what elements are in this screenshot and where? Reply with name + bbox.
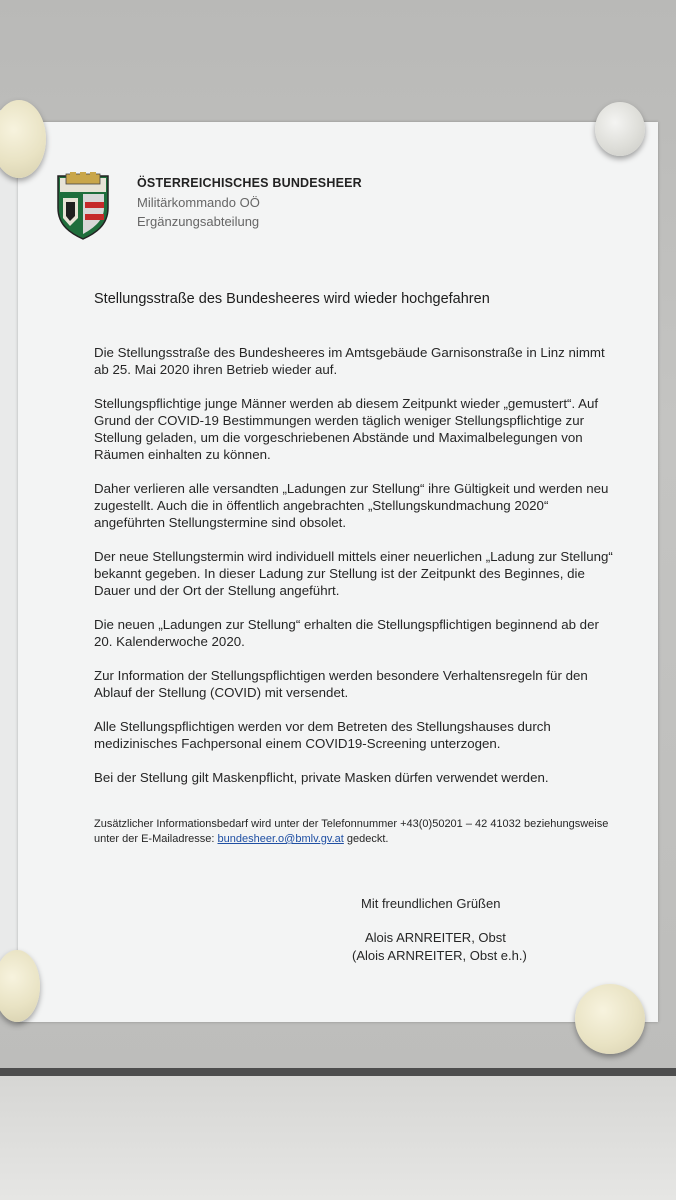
- magnet-bottom-right: [575, 984, 645, 1054]
- org-command: Militärkommando OÖ: [137, 195, 260, 210]
- board-frame-edge: [0, 1068, 676, 1076]
- paragraph: Die Stellungsstraße des Bundesheeres im Amtsgebäude Garnisonstraße in Linz nimmt ab 25. Mai 2020 ihren Betrieb wieder auf.: [94, 345, 605, 377]
- coat-of-arms-icon: [56, 172, 110, 240]
- email-link[interactable]: bundesheer.o@bmlv.gv.at: [217, 833, 344, 845]
- paragraph: Der neue Stellungstermin wird individuell mittels einer neuerlichen „Ladung zur Stellung“ bekannt gegeben. In dieser Ladung zur Stellung ist der Zeitpunkt des Beginnes, die Dauer und der Ort der Stellung angeführt.: [94, 549, 613, 598]
- paragraph: Daher verlieren alle versandten „Ladungen zur Stellung“ ihre Gültigkeit und werden neu zugestellt. Auch die in öffentlich angebrachten „Stellungskundmachung 2020“ angeführten Stellungstermine sind obsolet.: [94, 481, 609, 530]
- magnet-top-right: [595, 102, 645, 156]
- notice-body: [94, 344, 614, 803]
- paragraph: Alle Stellungspflichtigen werden vor dem Betreten des Stellungshauses durch medizinisches Fachpersonal einem COVID19-Screening unterzogen.: [94, 719, 551, 751]
- paragraph: Stellungspflichtige junge Männer werden ab diesem Zeitpunkt wieder „gemustert“. Auf Grund der COVID-19 Bestimmungen werden täglich weniger Stellungspflichtige zur Stellung geladen, um die vorgeschriebenen Abstände und Maximalbelegungen von Räumen einhalten zu können.: [94, 396, 599, 462]
- paragraph: Die neuen „Ladungen zur Stellung“ erhalten die Stellungspflichtigen beginnend ab der 20. Kalenderwoche 2020.: [94, 617, 599, 649]
- notice-title: Stellungsstraße des Bundesheeres wird wieder hochgefahren: [94, 291, 490, 307]
- contact-info: [94, 817, 624, 847]
- signature-eh: (Alois ARNREITER, Obst e.h.): [352, 948, 527, 963]
- paragraph: Bei der Stellung gilt Maskenpflicht, private Masken dürfen verwendet werden.: [94, 770, 549, 785]
- signature-name: Alois ARNREITER, Obst: [365, 930, 506, 945]
- org-name: ÖSTERREICHISCHES BUNDESHEER: [137, 176, 362, 190]
- contact-text-end: gedeckt.: [343, 833, 389, 845]
- contact-text: Zusätzlicher Informationsbedarf wird unter der Telefonnummer +43(0)50201 – 42 41032 beziehungsweise unter der E-Mailadresse:: [94, 818, 609, 845]
- closing-greeting: Mit freundlichen Grüßen: [361, 896, 501, 911]
- floor-background: [0, 1076, 676, 1200]
- paragraph: Zur Information der Stellungspflichtigen werden besondere Verhaltensregeln für den Ablauf der Stellung (COVID) mit versendet.: [94, 668, 588, 700]
- organization-header: [137, 174, 362, 231]
- org-department: Ergänzungsabteilung: [137, 214, 260, 229]
